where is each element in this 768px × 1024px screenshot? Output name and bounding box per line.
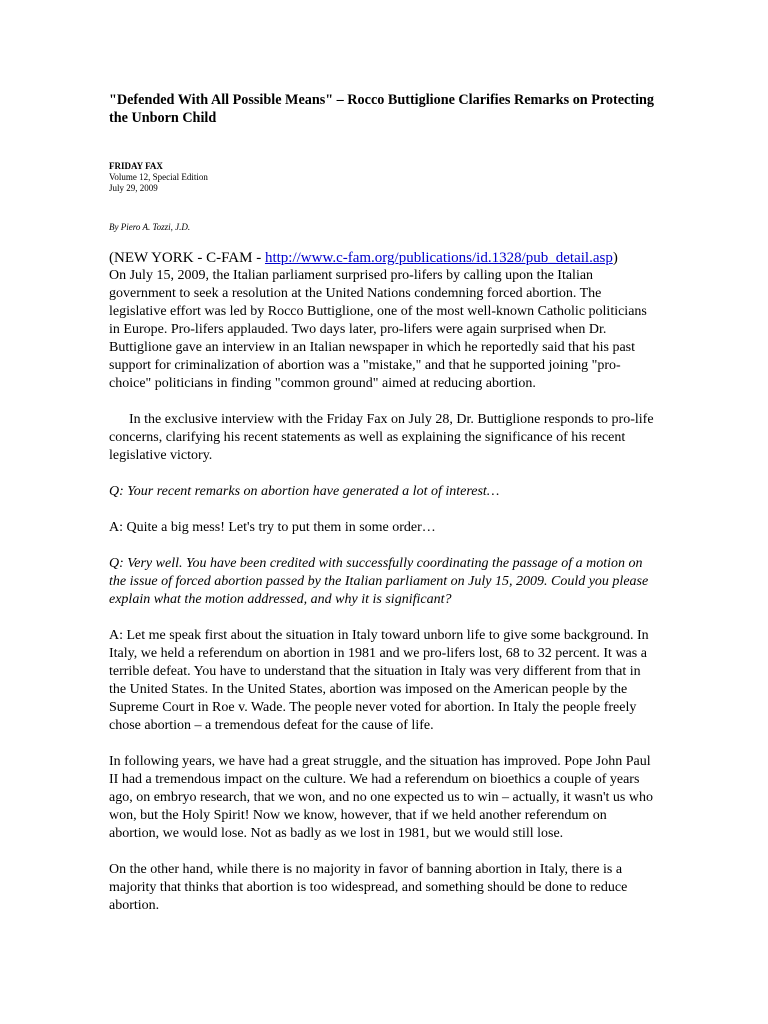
- dateline-suffix: ): [612, 250, 618, 266]
- publication-date: July 29, 2009: [109, 183, 158, 193]
- question-2: Q: Very well. You have been credited with successfully coordinating the passage of a motion on the issue of forced abortion passed by the Italian parliament on July 15, 2009. Could you please explain what the motion addressed, and why it is significant?: [109, 556, 649, 607]
- paragraph-intro: On July 15, 2009, the Italian parliament surprised pro-lifers by calling upon the Italian government to seek a resolution at the United Nations condemning forced abortion. The legislative effort was led by Rocco Buttiglione, one of the most well-known Catholic politicians in Europe. Pro-lifers applauded. Two days later, pro-lifers were again surprised when Dr. Buttiglione gave an interview in an Italian newspaper in which he reportedly said that his past support for criminalization of abortion was a "mistake," and that he supported joining "pro-choice" politicians in finding "common ground" aimed at reducing abortion.: [109, 268, 647, 391]
- answer-2-continued: In following years, we have had a great struggle, and the situation has improved. Pope John Paul II had a tremendous impact on the culture. We had a referendum on bioethics a couple of years ago, on embryo research, that we won, and no one expected us to win – actually, it wasn't us who won, but the Holy Spirit! Now we know, however, that if we held another referendum on abortion, we would lose. Not as badly as we lost in 1981, but we would still lose.: [109, 754, 653, 841]
- question-1: Q: Your recent remarks on abortion have generated a lot of interest…: [109, 484, 500, 499]
- publication-name: FRIDAY FAX: [109, 161, 163, 171]
- paragraph-interview-intro: In the exclusive interview with the Friday Fax on July 28, Dr. Buttiglione responds to pro-life concerns, clarifying his recent statements as well as explaining the significance of his recent legislative victory.: [109, 412, 654, 463]
- dateline: [109, 249, 654, 267]
- dateline-prefix: (NEW YORK - C-FAM -: [109, 250, 265, 266]
- volume-info: Volume 12, Special Edition: [109, 172, 208, 182]
- byline: By Piero A. Tozzi, J.D.: [109, 222, 191, 232]
- answer-1: A: Quite a big mess! Let's try to put them in some order…: [109, 520, 436, 535]
- publication-meta: [109, 161, 654, 194]
- document-page: [109, 91, 654, 915]
- article-body: [109, 249, 654, 915]
- source-link[interactable]: http://www.c-fam.org/publications/id.1328/pub_detail.asp: [264, 250, 613, 266]
- answer-2: A: Let me speak first about the situation in Italy toward unborn life to give some background. In Italy, we held a referendum on abortion in 1981 and we pro-lifers lost, 68 to 32 percent. It was a terrible defeat. You have to understand that the situation in Italy was very different from that in the United States. In the United States, abortion was imposed on the American people by the Supreme Court in Roe v. Wade. The people never voted for abortion. In Italy the people freely chose abortion – a tremendous defeat for the cause of life.: [109, 628, 649, 733]
- article-title: "Defended With All Possible Means" – Rocco Buttiglione Clarifies Remarks on Protecting the Unborn Child: [109, 92, 654, 126]
- answer-2-closing: On the other hand, while there is no majority in favor of banning abortion in Italy, there is a majority that thinks that abortion is too widespread, and something should be done to reduce abortion.: [109, 862, 628, 913]
